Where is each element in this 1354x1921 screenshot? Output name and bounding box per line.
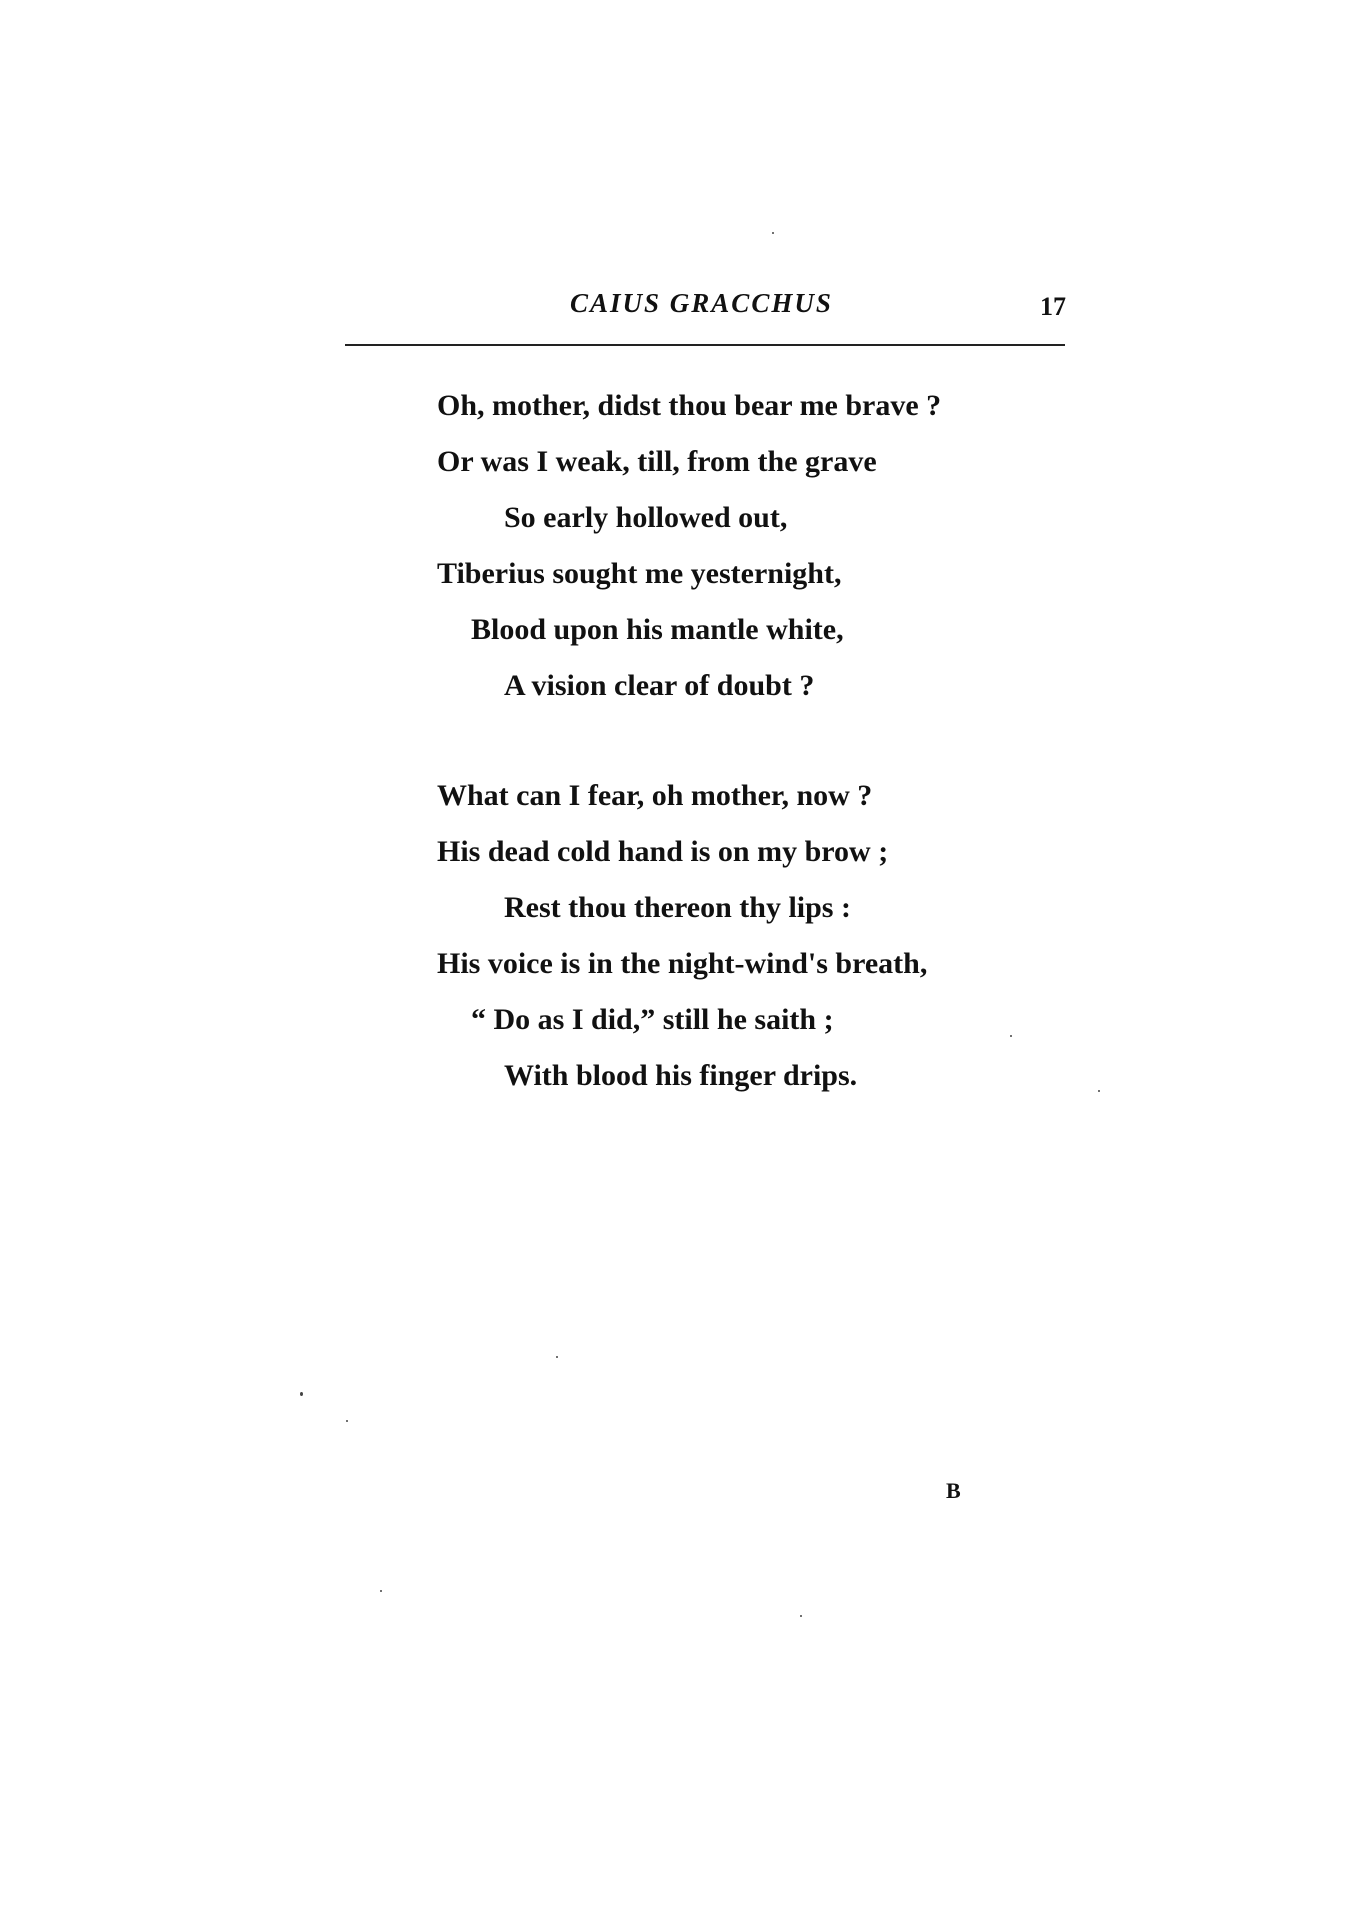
stanza-2 [437, 768, 1057, 1104]
poem-line-9: Rest thou thereon thy lips : [504, 891, 851, 924]
poem-line-10: His voice is in the night-wind's breath, [437, 947, 928, 980]
scan-speck [1010, 1035, 1012, 1037]
scan-speck [346, 1420, 348, 1422]
scan-speck [556, 1356, 558, 1358]
poem-line-12: With blood his finger drips. [504, 1059, 858, 1092]
poem-line-5: Blood upon his mantle white, [471, 613, 844, 646]
poem-line-2: Or was I weak, till, from the grave [437, 445, 877, 478]
poem-line-6: A vision clear of doubt ? [504, 669, 815, 702]
poem-line-4: Tiberius sought me yesternight, [437, 557, 842, 590]
stanza-1 [437, 378, 1057, 714]
signature-mark: B [946, 1478, 961, 1503]
page-number: 17 [1040, 292, 1066, 321]
poem-line-1: Oh, mother, didst thou bear me brave ? [437, 389, 942, 422]
poem-line-7: What can I fear, oh mother, now ? [437, 779, 873, 812]
scan-speck [300, 1392, 303, 1396]
scan-speck [800, 1615, 802, 1617]
scan-speck [1098, 1090, 1100, 1092]
running-title: CAIUS GRACCHUS [570, 288, 833, 318]
header-rule [345, 344, 1065, 346]
scan-speck [772, 232, 774, 234]
scan-speck [380, 1590, 382, 1592]
poem-line-3: So early hollowed out, [504, 501, 788, 534]
poem-line-11: “ Do as I did,” still he saith ; [471, 1003, 834, 1036]
poem-line-8: His dead cold hand is on my brow ; [437, 835, 889, 868]
